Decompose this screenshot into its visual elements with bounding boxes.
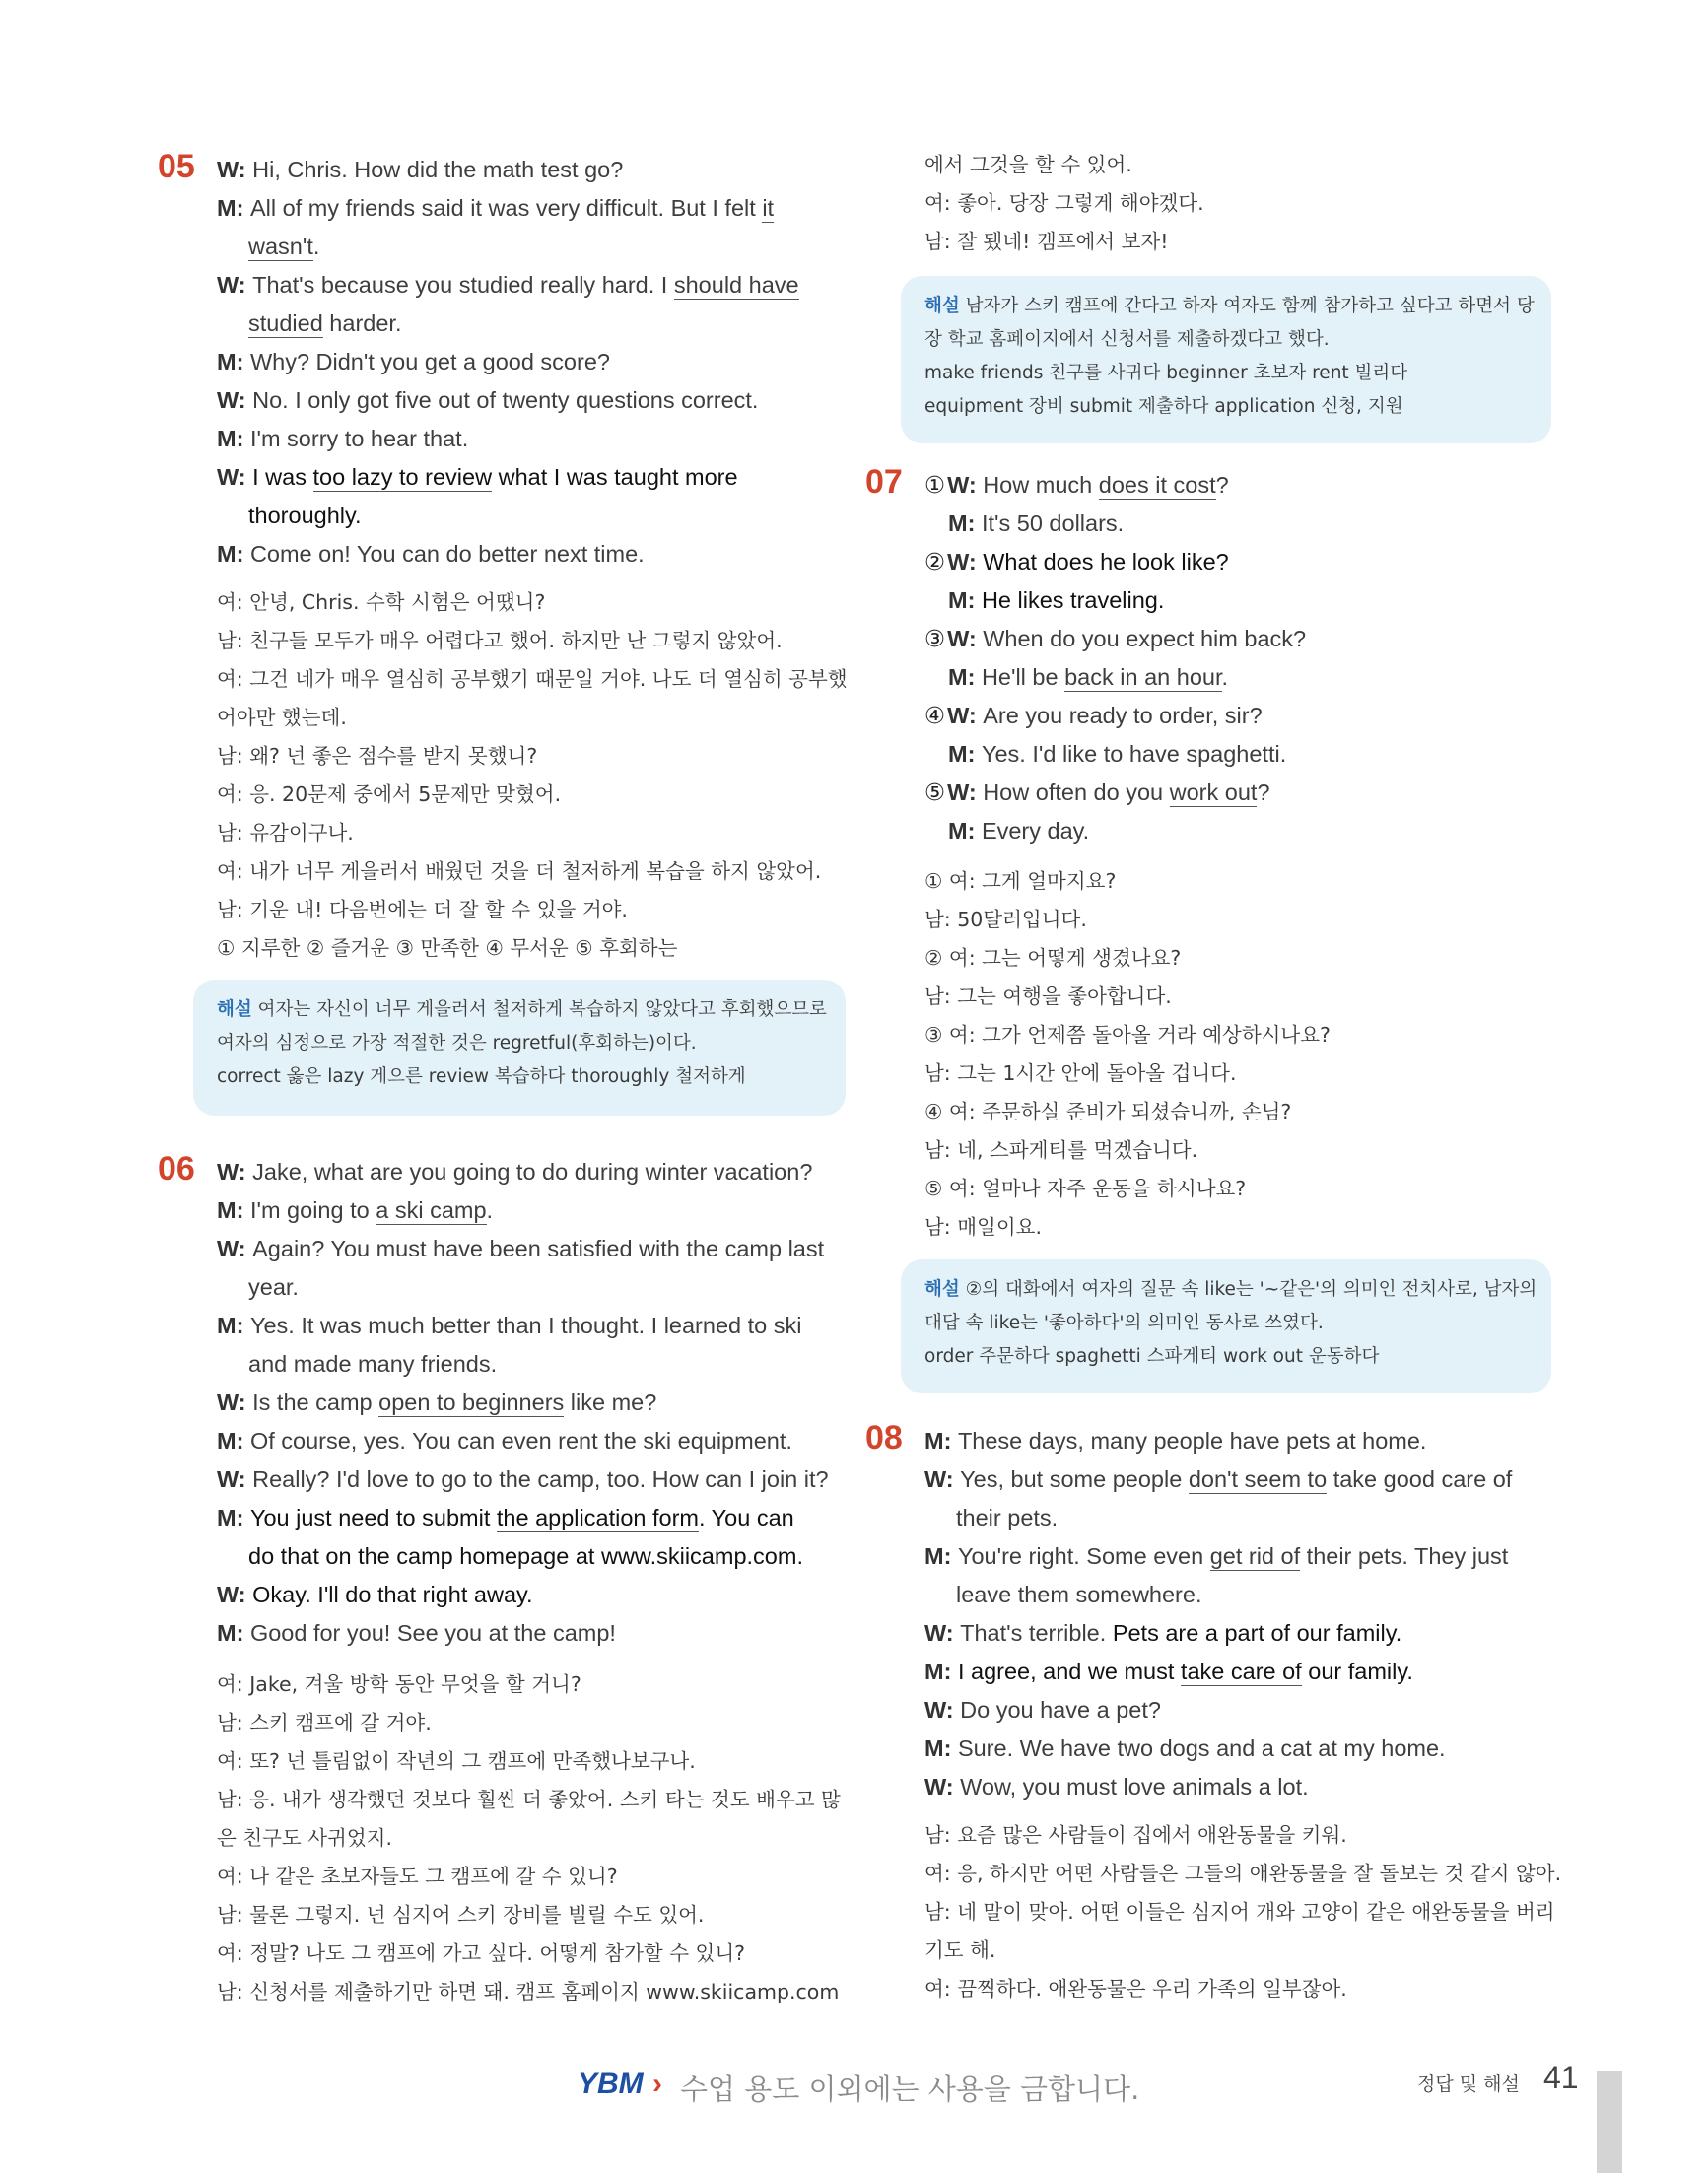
underlined-answer: wasn't bbox=[248, 234, 313, 259]
choice-number: ② bbox=[924, 549, 946, 575]
explanation-line bbox=[924, 1273, 1537, 1307]
translation-line: 남: 그는 여행을 좋아합니다. bbox=[924, 985, 1172, 1008]
explanation-text: 남자가 스키 캠프에 간다고 하자 여자도 함께 참가하고 싶다고 하면서 당 bbox=[959, 296, 1535, 316]
underlined-answer: it bbox=[762, 195, 775, 221]
dialogue-text: Jake, what are you going to do during winter vacation? bbox=[252, 1159, 813, 1185]
dialogue-line bbox=[924, 1499, 1058, 1537]
explanation-text: ②의 대화에서 여자의 질문 속 like는 '~같은'의 의미인 전치사로, 남자의 bbox=[959, 1279, 1537, 1300]
translation-line: ① 지루한 ② 즐거운 ③ 만족한 ④ 무서운 ⑤ 후회하는 bbox=[217, 936, 678, 960]
dialogue-text: Really? I'd love to go to the camp, too. How can I join it? bbox=[252, 1466, 829, 1492]
dialogue-text: I'm sorry to hear that. bbox=[249, 426, 469, 451]
translation-line: 남: 매일이요. bbox=[924, 1215, 1042, 1239]
dialogue-text: their pets. They just bbox=[1300, 1543, 1509, 1569]
speaker-label: W: bbox=[217, 464, 253, 490]
dialogue-line bbox=[924, 620, 1306, 658]
dialogue-text: thoroughly. bbox=[248, 503, 362, 528]
dialogue-text: These days, many people have pets at home. bbox=[957, 1428, 1427, 1454]
translation-line: 남: 물론 그렇지. 넌 심지어 스키 장비를 빌릴 수도 있어. bbox=[217, 1903, 705, 1927]
dialogue-text: That's terrible. bbox=[960, 1620, 1113, 1646]
dialogue-text: Yes. I'd like to have spaghetti. bbox=[981, 741, 1287, 767]
q06-explanation-box bbox=[901, 276, 1551, 443]
speaker-label: W: bbox=[217, 1236, 253, 1261]
chevron-right-icon: › bbox=[652, 2068, 662, 2100]
dialogue-text: . You can bbox=[699, 1505, 794, 1530]
dialogue-line bbox=[217, 497, 362, 535]
speaker-label: W: bbox=[217, 157, 253, 182]
dialogue-text: do that on the camp homepage at www.skiicamp.com. bbox=[248, 1543, 803, 1569]
dialogue-line bbox=[924, 1614, 1401, 1653]
speaker-label: W: bbox=[947, 626, 984, 651]
explanation-line bbox=[924, 1340, 1379, 1374]
translation-line: 남: 기운 내! 다음번에는 더 잘 할 수 있을 거야. bbox=[217, 898, 628, 921]
speaker-label: M: bbox=[217, 1505, 250, 1530]
translation-line: 여: 안녕, Chris. 수학 시험은 어땠니? bbox=[217, 590, 546, 614]
translation-line: 남: 그는 1시간 안에 돌아올 겁니다. bbox=[924, 1061, 1237, 1085]
choice-number: ③ bbox=[924, 626, 946, 651]
translation-line: 남: 신청서를 제출하기만 하면 돼. 캠프 홈페이지 www.skiicamp.com bbox=[217, 1980, 840, 2003]
underlined-answer: studied bbox=[248, 310, 323, 336]
dialogue-line bbox=[924, 1422, 1426, 1460]
explanation-line bbox=[924, 290, 1535, 323]
underlined-answer: the application form bbox=[496, 1505, 699, 1530]
dialogue-text: leave them somewhere. bbox=[956, 1582, 1202, 1607]
choice-number: ① bbox=[924, 472, 946, 498]
dialogue-line bbox=[924, 774, 1270, 812]
dialogue-text: ? bbox=[1257, 780, 1270, 805]
dialogue-text: Of course, yes. You can even rent the ski equipment. bbox=[249, 1428, 792, 1454]
dialogue-text: Again? You must have been satisfied with the camp last bbox=[252, 1236, 825, 1261]
translation-line: 남: 잘 됐네! 캠프에서 보자! bbox=[924, 230, 1169, 253]
explanation-label: 해설 bbox=[924, 1279, 960, 1300]
speaker-label: M: bbox=[948, 510, 982, 536]
choice-number: ⑤ bbox=[924, 780, 946, 805]
dialogue-text: Is the camp bbox=[252, 1390, 379, 1415]
dialogue-line bbox=[217, 1307, 801, 1345]
speaker-label: W: bbox=[217, 272, 253, 298]
dialogue-line bbox=[217, 1384, 656, 1422]
speaker-label: M: bbox=[924, 1428, 958, 1454]
dialogue-line bbox=[924, 1537, 1508, 1576]
dialogue-line bbox=[924, 1653, 1413, 1691]
dialogue-text: You're right. Some even bbox=[957, 1543, 1210, 1569]
dialogue-line bbox=[217, 458, 738, 497]
translation-line: ③ 여: 그가 언제쯤 돌아올 거라 예상하시나요? bbox=[924, 1023, 1331, 1047]
dialogue-text: like me? bbox=[564, 1390, 657, 1415]
dialogue-text: . bbox=[486, 1197, 494, 1223]
explanation-line bbox=[217, 1027, 697, 1060]
speaker-label: W: bbox=[217, 1159, 253, 1185]
explanation-text: 장 학교 홈페이지에서 신청서를 제출하겠다고 했다. bbox=[924, 329, 1330, 350]
dialogue-line bbox=[948, 658, 1228, 697]
speaker-label: M: bbox=[948, 741, 982, 767]
dialogue-text: . bbox=[1221, 664, 1229, 690]
speaker-label: M: bbox=[217, 1428, 250, 1454]
speaker-label: W: bbox=[924, 1697, 961, 1723]
translation-line: 남: 유감이구나. bbox=[217, 821, 354, 845]
speaker-label: W: bbox=[217, 387, 253, 413]
speaker-label: M: bbox=[948, 664, 982, 690]
dialogue-text: ? bbox=[1215, 472, 1229, 498]
speaker-label: W: bbox=[217, 1582, 253, 1607]
dialogue-line bbox=[217, 151, 623, 189]
speaker-label: W: bbox=[947, 472, 984, 498]
dialogue-line bbox=[924, 1576, 1201, 1614]
dialogue-line bbox=[217, 1537, 803, 1576]
speaker-label: M: bbox=[924, 1543, 958, 1569]
dialogue-text: Pets are a part of our family. bbox=[1112, 1620, 1402, 1646]
dialogue-line bbox=[948, 735, 1286, 774]
explanation-label: 해설 bbox=[924, 296, 960, 316]
translation-line: 은 친구도 사귀었지. bbox=[217, 1826, 392, 1850]
dialogue-line bbox=[217, 1268, 299, 1307]
dialogue-line bbox=[217, 1422, 792, 1460]
translation-line: 남: 50달러입니다. bbox=[924, 908, 1087, 931]
translation-line: 여: 또? 넌 틀림없이 작년의 그 캠프에 만족했나보구나. bbox=[217, 1749, 696, 1773]
dialogue-text: No. I only got five out of twenty questions correct. bbox=[252, 387, 759, 413]
dialogue-text: Do you have a pet? bbox=[960, 1697, 1161, 1723]
explanation-line bbox=[924, 323, 1330, 357]
dialogue-text: Come on! You can do better next time. bbox=[249, 541, 645, 567]
dialogue-line bbox=[948, 505, 1124, 543]
dialogue-line bbox=[217, 1191, 493, 1230]
dialogue-line bbox=[217, 1576, 533, 1614]
dialogue-text: How often do you bbox=[983, 780, 1170, 805]
dialogue-line bbox=[924, 543, 1229, 581]
speaker-label: M: bbox=[217, 541, 250, 567]
explanation-line bbox=[924, 390, 1403, 424]
q05-explanation-box bbox=[193, 980, 846, 1116]
underlined-answer: don't seem to bbox=[1188, 1466, 1328, 1492]
dialogue-line bbox=[217, 189, 774, 228]
dialogue-line bbox=[217, 1460, 829, 1499]
underlined-answer: work out bbox=[1169, 780, 1258, 805]
speaker-label: W: bbox=[924, 1466, 961, 1492]
dialogue-text: . bbox=[312, 234, 320, 259]
underlined-answer: get rid of bbox=[1209, 1543, 1301, 1569]
dialogue-text: When do you expect him back? bbox=[983, 626, 1307, 651]
dialogue-line bbox=[948, 812, 1089, 850]
dialogue-text: Okay. I'll do that right away. bbox=[252, 1582, 533, 1607]
dialogue-line bbox=[924, 1460, 1512, 1499]
dialogue-text: He likes traveling. bbox=[981, 587, 1165, 613]
dialogue-text: How much bbox=[983, 472, 1099, 498]
translation-line: 남: 친구들 모두가 매우 어렵다고 했어. 하지만 난 그렇지 않았어. bbox=[217, 629, 783, 652]
dialogue-text: Hi, Chris. How did the math test go? bbox=[252, 157, 624, 182]
dialogue-text: That's because you studied really hard. I bbox=[252, 272, 674, 298]
underlined-answer: open to beginners bbox=[378, 1390, 565, 1415]
dialogue-text: Sure. We have two dogs and a cat at my home. bbox=[957, 1735, 1446, 1761]
translation-line: 남: 스키 캠프에 갈 거야. bbox=[217, 1711, 432, 1734]
dialogue-text: year. bbox=[248, 1274, 299, 1300]
dialogue-line bbox=[217, 228, 319, 266]
speaker-label: W: bbox=[947, 549, 984, 575]
speaker-label: M: bbox=[217, 1197, 250, 1223]
page-number: 41 bbox=[1543, 2060, 1579, 2095]
translation-line: ① 여: 그게 얼마지요? bbox=[924, 869, 1117, 893]
dialogue-text: and made many friends. bbox=[248, 1351, 498, 1377]
speaker-label: W: bbox=[217, 1466, 253, 1492]
dialogue-line bbox=[217, 305, 401, 343]
translation-line: 기도 해. bbox=[924, 1938, 996, 1962]
dialogue-line bbox=[217, 1230, 824, 1268]
speaker-label: M: bbox=[924, 1735, 958, 1761]
explanation-label: 해설 bbox=[217, 999, 252, 1020]
dialogue-line bbox=[217, 1345, 497, 1384]
translation-line: ② 여: 그는 어떻게 생겼나요? bbox=[924, 946, 1182, 970]
dialogue-line bbox=[217, 1499, 794, 1537]
translation-line: 여: 끔찍하다. 애완동물은 우리 가족의 일부잖아. bbox=[924, 1977, 1347, 2001]
dialogue-text: Every day. bbox=[981, 818, 1090, 844]
dialogue-line bbox=[924, 697, 1263, 735]
speaker-label: M: bbox=[217, 1313, 250, 1338]
translation-line: 여: 좋아. 당장 그렇게 해야겠다. bbox=[924, 191, 1204, 215]
dialogue-line bbox=[217, 266, 799, 305]
dialogue-text: Yes, but some people bbox=[960, 1466, 1189, 1492]
dialogue-line bbox=[924, 466, 1229, 505]
dialogue-line bbox=[217, 1614, 616, 1653]
explanation-text: make friends 친구를 사귀다 beginner 초보자 rent 빌리다 bbox=[924, 363, 1408, 383]
explanation-line bbox=[924, 357, 1407, 390]
translation-line: ④ 여: 주문하실 준비가 되셨습니까, 손님? bbox=[924, 1100, 1292, 1123]
dialogue-line bbox=[924, 1730, 1446, 1768]
translation-line: 여: 정말? 나도 그 캠프에 가고 싶다. 어떻게 참가할 수 있니? bbox=[217, 1941, 746, 1965]
explanation-text: equipment 장비 submit 제출하다 application 신청, 지원 bbox=[924, 396, 1403, 417]
dialogue-line bbox=[217, 535, 645, 574]
ybm-logo: YBM bbox=[578, 2068, 644, 2100]
page-edge-tab bbox=[1597, 2071, 1622, 2173]
explanation-line bbox=[217, 1060, 746, 1094]
underlined-answer: too lazy to review bbox=[312, 464, 493, 490]
speaker-label: W: bbox=[947, 780, 984, 805]
dialogue-line bbox=[217, 381, 758, 420]
translation-line: 여: 내가 너무 게을러서 배웠던 것을 더 철저하게 복습을 하지 않았어. bbox=[217, 859, 822, 883]
dialogue-text: I agree, and we must bbox=[957, 1659, 1181, 1684]
speaker-label: W: bbox=[924, 1774, 961, 1800]
dialogue-text: Yes. It was much better than I thought. I learned to ski bbox=[249, 1313, 802, 1338]
translation-line: ⑤ 여: 얼마나 자주 운동을 하시나요? bbox=[924, 1177, 1247, 1200]
explanation-text: 대답 속 like는 '좋아하다'의 의미인 동사로 쓰였다. bbox=[924, 1313, 1324, 1333]
choice-number: ④ bbox=[924, 703, 946, 728]
speaker-label: W: bbox=[924, 1620, 961, 1646]
translation-line: 남: 요즘 많은 사람들이 집에서 애완동물을 키워. bbox=[924, 1823, 1347, 1847]
underlined-answer: does it cost bbox=[1098, 472, 1216, 498]
q07-explanation-box bbox=[901, 1259, 1551, 1393]
explanation-text: 여자의 심정으로 가장 적절한 것은 regretful(후회하는)이다. bbox=[217, 1033, 697, 1053]
speaker-label: W: bbox=[947, 703, 984, 728]
explanation-text: correct 옳은 lazy 게으른 review 복습하다 thoroughly 철저하게 bbox=[217, 1066, 746, 1087]
dialogue-text: take good care of bbox=[1327, 1466, 1513, 1492]
dialogue-text: Are you ready to order, sir? bbox=[983, 703, 1263, 728]
translation-line: 여: 나 같은 초보자들도 그 캠프에 갈 수 있니? bbox=[217, 1865, 618, 1888]
underlined-answer: take care of bbox=[1180, 1659, 1302, 1684]
explanation-line bbox=[217, 993, 827, 1027]
speaker-label: M: bbox=[924, 1659, 958, 1684]
dialogue-text: what I was taught more bbox=[492, 464, 738, 490]
explanation-text: order 주문하다 spaghetti 스파게티 work out 운동하다 bbox=[924, 1346, 1380, 1367]
speaker-label: M: bbox=[217, 195, 250, 221]
dialogue-text: Good for you! See you at the camp! bbox=[249, 1620, 616, 1646]
dialogue-line bbox=[924, 1768, 1309, 1806]
q05-number: 05 bbox=[158, 148, 195, 185]
dialogue-text: harder. bbox=[322, 310, 402, 336]
dialogue-text: Wow, you must love animals a lot. bbox=[960, 1774, 1309, 1800]
translation-line: 남: 네, 스파게티를 먹겠습니다. bbox=[924, 1138, 1198, 1162]
underlined-answer: back in an hour bbox=[1064, 664, 1222, 690]
dialogue-text: I'm going to bbox=[249, 1197, 376, 1223]
dialogue-text: All of my friends said it was very difficult. But I felt bbox=[249, 195, 763, 221]
translation-line: 남: 응. 내가 생각했던 것보다 훨씬 더 좋았어. 스키 타는 것도 배우고 많 bbox=[217, 1788, 841, 1811]
underlined-answer: a ski camp bbox=[376, 1197, 487, 1223]
dialogue-line bbox=[217, 1153, 812, 1191]
translation-line: 여: Jake, 겨울 방학 동안 무엇을 할 거니? bbox=[217, 1672, 581, 1696]
dialogue-text: You just need to submit bbox=[249, 1505, 497, 1530]
translation-line: 어야만 했는데. bbox=[217, 706, 347, 729]
translation-line: 여: 그건 네가 매우 열심히 공부했기 때문일 거야. 나도 더 열심히 공부했 bbox=[217, 667, 848, 691]
page-label: 정답 및 해설 bbox=[1417, 2073, 1520, 2095]
dialogue-text: I was bbox=[252, 464, 313, 490]
q07-number: 07 bbox=[865, 463, 903, 501]
q08-number: 08 bbox=[865, 1419, 903, 1457]
dialogue-text: He'll be bbox=[981, 664, 1065, 690]
explanation-text: 여자는 자신이 너무 게을러서 철저하게 복습하지 않았다고 후회했으므로 bbox=[251, 999, 827, 1020]
underlined-answer: should have bbox=[673, 272, 799, 298]
translation-line: 여: 응, 하지만 어떤 사람들은 그들의 애완동물을 잘 돌보는 것 같지 않아. bbox=[924, 1862, 1562, 1885]
dialogue-text: their pets. bbox=[956, 1505, 1059, 1530]
speaker-label: M: bbox=[217, 1620, 250, 1646]
speaker-label: M: bbox=[948, 587, 982, 613]
speaker-label: W: bbox=[217, 1390, 253, 1415]
dialogue-text: Why? Didn't you get a good score? bbox=[249, 349, 610, 374]
dialogue-line bbox=[217, 420, 468, 458]
dialogue-line bbox=[924, 1691, 1161, 1730]
speaker-label: M: bbox=[948, 818, 982, 844]
translation-line: 여: 응. 20문제 중에서 5문제만 맞혔어. bbox=[217, 782, 562, 806]
translation-line: 남: 네 말이 맞아. 어떤 이들은 심지어 개와 고양이 같은 애완동물을 버리 bbox=[924, 1900, 1555, 1924]
dialogue-text: It's 50 dollars. bbox=[981, 510, 1125, 536]
translation-line: 에서 그것을 할 수 있어. bbox=[924, 153, 1132, 176]
speaker-label: M: bbox=[217, 349, 250, 374]
dialogue-line bbox=[948, 581, 1164, 620]
speaker-label: M: bbox=[217, 426, 250, 451]
dialogue-line bbox=[217, 343, 610, 381]
dialogue-text: What does he look like? bbox=[983, 549, 1229, 575]
explanation-line bbox=[924, 1307, 1324, 1340]
translation-line: 남: 왜? 넌 좋은 점수를 받지 못했니? bbox=[217, 744, 538, 768]
usage-notice: 수업 용도 이외에는 사용을 금합니다. bbox=[680, 2072, 1140, 2106]
q06-number: 06 bbox=[158, 1150, 195, 1188]
dialogue-text: our family. bbox=[1301, 1659, 1413, 1684]
